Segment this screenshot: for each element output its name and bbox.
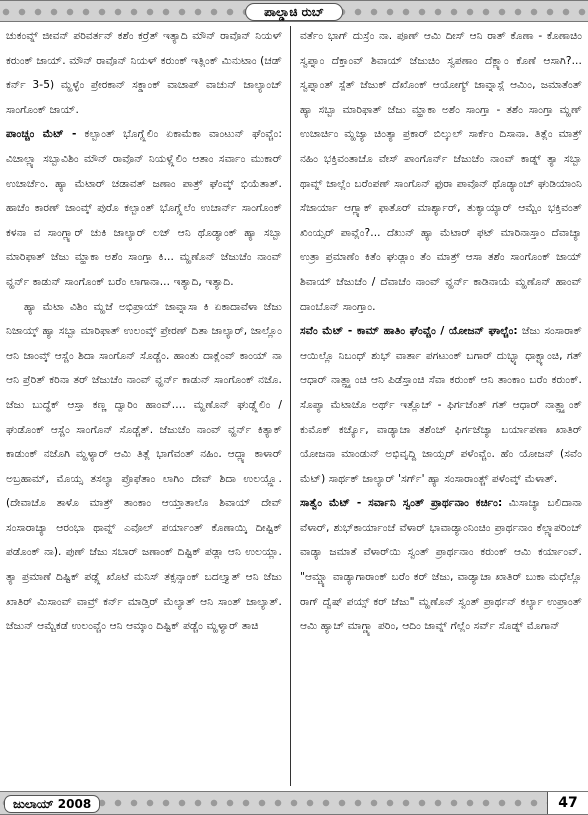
left-column	[6, 24, 282, 788]
step-heading: ಪಾಂಚ್ಚಂ ಮೆಟ್ -	[6, 128, 77, 141]
footer-band	[0, 791, 588, 815]
step-heading: ಸಾತ್ವೆಂ ಮೆಟ್ - ಸರ್ವಾನಿ ಸ್ವಂತ್ ಪ್ರಾರ್ಥನಾಂ ಕರ್ಚಿಂ:	[300, 497, 503, 510]
header-title: ಪಾಲ್ಡಾಚಿ ರುಬ್	[245, 3, 343, 21]
paragraph-text: ಮಿಸಾಚ್ಯಾ ಬಲಿದಾನಾ ವೆಳಾರ್, ಶುಭ್‌ಕಾರ್ಯಾಂಚೆ ವೆಳಾರ್ ಭಾವಾಡ್ಯಾಂನಿಂಚಿಂ ಪ್ರಾರ್ಥನಾಂ ಕೆಲ್ಲ್ಯಾಪರಿಂಚ್ ವಾಡ್ಯಾ ಜಮಾತೆ ವೆಳಾರ್‌ಯಿ ಸ್ವಂತ್ ಪ್ರಾರ್ಥನಾಂ ಕರುಂಕ್ ಆಮಿ ಕರ್ಯಾಂವ್. "ಆಮ್ಚ್ಯಾ ವಾಡ್ಯಾಗಾರಾಂಕ್ ಬರೆಂ ಕರ್ ಜೆಜು, ವಾಡ್ಯಾಚಾ ಖಾತಿರ್ ಬುಕಾ ಮಧೆಲ್ಲೊ ರಾಗ್ ದ್ವೆಷ್ ಪಯ್ಸ್ ಕರ್ ಜೆಜು" ಮ್ಹಣೊನ್ ಸ್ವಂತ್ ಪ್ರಾರ್ಥನ್ ಕರ್ಲ್ಯಾ ಉಪ್ರಾಂತ್ ಆಮಿ ಹ್ಯಾಚ್ ಮಾಗ್ಣ್ಯಾ ಪರಿಂ, ಆದಿಂ ಜಾವ್ನ್ ಗೆಲ್ಲೆಂ ಸರ್ವ್ ಸೊಡ್ನ್ ಮೊಗಾನ್	[300, 497, 582, 633]
paragraph	[300, 24, 582, 319]
paragraph-text: ಕಲ್ಬಾಂತ್ ಭೊಗ್ಲ್ಲೆಲಿಂ ಏಕಾಮೆಕಾ ವಾಂಟುನ್ ಘೆಂವ್ಚೆಂ: ವಿಚಾಲ್ಲ್ಯಾ ಸಬ್ಬಾವಿಶಿಂ ಮೌನ್ ರಾವೊನ್ ನಿಯಳ್ಲ್ಲೆಲಿಂ ಆತಾಂ ಸರ್ವಾಂ ಮುಕಾರ್ ಉಚಾರ್ಚೆಂ. ಹ್ಯಾ ಮೆಟಾರ್ ಚಡಾವತ್ ಜಣಾಂ ಪಾತ್ರ್ ಘೆಂವ್ಕ್ ಭಿಯೆತಾತ್. ಹಾಚೆಂ ಕಾರಣ್ ಜಾಂವ್ಕ್ ಪುರೊ ಕಲ್ಬಾಂತ್ ಭೊಗ್ಲ್ಲೆಲೆಂ ಉಚಾರ್ನ್ ಸಾಂಗೊಂಕ್ ಕಳನಾ ವ ಸಾಂಗ್ಲ್ಯಾರ್ ಚುಕಿ ಜಾಲ್ಯಾರ್ ಲಜ್ ಆನಿ ಥೊಡ್ಯಾಂಕ್ ಹ್ಯಾ ಸಬ್ಬಾ ಮಾರಿಫಾತ್ ಜೆಜು ಮ್ಹಾಕಾ ಅಶೆಂ ಸಾಂಗ್ತಾ ಕಿ... ಮ್ಹಣೊನ್ ಜೆಜುಚೆಂ ನಾಂವ್ ವ್ಹರ್ನ್ ಕಾಡುನ್ ಸಾಂಗೊಂಕ್ ಬರೆಂ ಲಾಗಾನಾ... ಇತ್ಯಾದಿ, ಇತ್ಯಾದಿ.	[6, 128, 282, 288]
paragraph-text: ವರ್ತೆಂ ಭಾಗ್ ದುಸ್ರೆಂ ನಾ. ಪೂಣ್ ಆಮಿ ದೀಸ್ ಆನಿ ರಾತ್ ಕೊಣಾ - ಕೊಣಾಚಿಂ ಸ್ವಪ್ನಾಂ ದೆಕ್ತಾಂವ್ ಶಿವಾಯ್ ಜೆಜುಚಿಂ ಸ್ವಪಣಾಂ ದೆಕ್ಲ್ಯಾಂ ಕೊಣೆ ಆಸಾಗಿ?... ಸ್ವಪ್ನಾಂತ್ ಸ್ಪೆತ್ ಜೆಜುಕ್ ದೆಖೊಂಕ್ ಆಯೋಗ್ಯ್ ಜಾವ್ನಾಸ್ಲೆ ಆಮಿಂ, ಜಮಾತೆಂತ್ ಹ್ಯಾ ಸಬ್ಬಾ ಮಾರಿಫಾತ್ ಜೆಜು ಮ್ಹಾಕಾ ಅಶೆಂ ಸಾಂಗ್ತಾ - ತಶೆಂ ಸಾಂಗ್ತಾ ಮ್ಹಣ್ ಉಚಾರ್ಚಿಂ ಮ್ಹಜ್ಯಾ ಚಿಂತ್ಯಾ ಪ್ರಕಾರ್ ಬಿಲ್ಕುಲ್ ಸಾರ್ಕೆಂ ದಿಸಾನಾ. ತಿತ್ಲೆಂ ಮಾತ್ರ್ ನಹಿಂ ಭಕ್ತಿವಂತಾಚೊ ವೇಸ್ ಪಾಂಗೊರ್ನ್ ಜೆಜುಚೆಂ ನಾಂವ್ ಕಾಡ್ನ್ ತ್ಯಾ ಸಬ್ಬಾ ಥಾವ್ನ್ ಜಾಲ್ಲೆಂ ಬರೆಂಪಣ್ ಸಾಂಗೊನ್ ಫುರಾ ಪಾವೊನ್ ಥೊಡ್ಯಾಂಚ್ ಘುಡಿಯಾಂನಿ ಸೆಜಾರ್ಯಾ ಆಗ್ಲ್ಯಾಕ್ ಫಾತೊರ್ ಮಾರ್ಶ್ಯಾರ್, ತುಕ್ಯಾಯ್ಯಾರ್ ಆಮ್ಚೆಂ ಭಕ್ತಿವಂತ್ ಖಿಂಯ್ಸರ್ ಪಾವ್ಲೆಂ?... ದೆಖುನ್ ಹ್ಯಾ ಮೆಟಾರ್ ಫಟ್ ಮಾರಿನಾಸ್ತಾಂ ದೆವಾಚ್ಯಾ ಉತ್ರಾ ಪ್ರಮಾಣೆಂ ಕಿತೆಂ ಘುಡ್ಲಾಂ ತೆಂ ಮಾತ್ರ್ ಆಸಾ ತಶೆಂ ಸಾಂಗೊಂಕ್ ಜಾಯ್ ಶಿವಾಯ್ ಜೆಜುಚೆಂ / ದೆವಾಚೆಂ ನಾಂವ್ ವ್ಹರ್ನ್ ಕಾಡಿನಾಯೆ ಮ್ಹಣೊನ್ ಹಾಂವ್ ದಾಂಬೊನ್ ಸಾಂಗ್ತಾಂ.	[300, 30, 582, 313]
paragraph	[6, 295, 282, 639]
column-divider	[290, 26, 291, 786]
page-number: 47	[547, 792, 588, 814]
paragraph-text: ಹ್ಯಾ ಮೆಟಾ ವಿಶಿಂ ಮ್ಹಜೆ ಅಭಿಪ್ರಾಯ್ ಜಾವ್ನಾಸಾ ಕಿ ಏಕಾದಾವೆಳಾ ಜೆಜು ನಿಜಾಯ್ಕ್ ಹ್ಯಾ ಸಬ್ಬಾ ಮಾರಿಫಾತ್ ಉಲಂವ್ಕ್ ಪ್ರೇರಣ್ ದಿತಾ ಜಾಲ್ಯಾರ್, ಜಾಲ್ಲೊಂ ಆನಿ ಜಾಂವ್ಕ್ ಆಸ್ಚೆಂ ಶಿದಾ ಸಾಂಗೊನ್ ಸೊಡ್ಚೆಂ. ಹಾಂತು ದಾಕ್ಲೆಂವ್ ಕಾಂಯ್ ನಾ ಆನಿ ಪ್ರೆರಿತ್ ಕರಿನಾ ತರ್ ಜೆಜುಚೆಂ ನಾಂವ್ ವ್ಹರ್ನ್ ಕಾಡುನ್ ಸಾಂಗೊಂಕ್ ನಜೊ. ಜೆಜು ಬುದ್ಧೆಕ್ ಆಸ್ತಾ ಕಣ್ಣ ದ್ವಾರಿಂ ಹಾಂವ್.... ಮ್ಹಣೊನ್ ಘುಡ್ಲ್ಲೆಲಿಂ / ಘುಡೊಂಕ್ ಆಸ್ಚೆಂ ಸಾಂಗೊನ್ ಸೊಡ್ಚೆತ್. ಜೆಜುಚೆಂ ನಾಂವ್ ವ್ಹರ್ನ್ ಕಿತ್ಯಾಕ್ ಕಾಡುಂಕ್ ನಜೊಗಿ ಮ್ಹಳ್ಯಾರ್ ಆಮಿ ತಿತ್ಲೆ ಭಾಗೆವಂತ್ ನಹಿಂ. ಆದ್ಲ್ಯಾ ಕಾಳಾರ್ ಅಬ್ರಹಾಮ್, ಮೊಯ್ಸ ತಸಲ್ಯಾ ಪ್ರೊಫೆತಾಂ ಲಾಗಿಂ ದೇವ್ ಶಿದಾ ಉಲಯ್ಲ್ಲೊ. (ದೇವಾಚೊ ತಾಳೊ ಮಾತ್ರ್ ತಾಂಕಾಂ ಆಯ್ತಾತಾಲೊ ಶಿವಾಯ್ ದೇವ್ ಸಂಸಾರಾಚ್ಯಾ ಆರಂಭಾ ಥಾವ್ನ್ ಎವೊಲ್ ಪರ್ಯಾಂತ್ ಕೊಣಾಯ್ಕಿ ದೀಷ್ಟಿಕ್ ಪಡೊಂಕ್ ನಾ). ಪುಣ್ ಜೆಜು ಸಬಾರ್ ಜಣಾಂಕ್ ದಿಷ್ಟಿಕ್ ಪಡ್ಲಾ ಆನಿ ಉಲಯ್ಲಾ. ತ್ಯಾ ಪ್ರಮಾಣೆ ದಿಷ್ಟಿಕ್ ಪಡ್ಲ್ಲೆ ಖೊಟೆ ಮನಿಸ್ ತಕ್ಸನ್ಸಾಂಕ್ ಬದಲ್ತ್ಯಾತ್ ಆನಿ ಜೆಜು ಖಾತಿರ್ ಮಿಸಾಂವ್ ವಾವ್ರ್ ಕರ್ನ್ ಮಾಡ್ತಿರ್ ಮೆಲ್ಯಾತ್ ಆನಿ ಸಾಂತ್ ಜಾಲ್ಯಾತ್. ಜೆಜುನ್ ಆಮ್ಚೆಕಡೆ ಉಲಂವ್ಚೆಂ ಆನಿ ಆಮ್ಕಾಂ ದಿಷ್ಟಿಕ್ ಪಡ್ಚೆಂ ಮ್ಹಳ್ಯಾರ್ ತಾಚಿ	[6, 300, 282, 633]
header-band	[0, 0, 588, 22]
paragraph-text: ಜೆಜು ಸಂಸಾರಾಕ್ ಆಯಿಲ್ಲೊ ನಿಬಂಧ್ ಶುಭ್ ವಾರ್ತಾ ಪಗಟುಂಕ್ ಬಗಾರ್ ದುಬ್ಳ್ಯಾ ಧಾಕ್ಟ್ಯಾಂಚಿ, ಗತ್ ಆಧಾರ್ ನಾತ್ಲ್ಲ್ಯಾಂಚಿ ಆನಿ ಪಿಡೆಸ್ತಾಂಚಿ ಸೆವಾ ಕರುಂಕ್ ಆನಿ ತಾಂಕಾಂ ಬರೆಂ ಕರುಂಕ್. ಸೊಪ್ಯಾ ಮೆಟಾಚೊ ಅರ್ಥ್ ಇತ್ಲೊಚ್ - ಫಿರ್ಗಜೆಂತ್ ಗತ್ ಆಧಾರ್ ನಾತ್ಲ್ಲ್ಯಾಂಕ್ ಕುಮೊಕ್ ಕರ್ಚ್ಯೊ, ವಾಡ್ಯಾಚಾ ತಶೆಂಚ್ ಫಿರ್ಗಜೆಚ್ಯಾ ಬರ್ಯಾಪಣಾ ಖಾತಿರ್ ಯೋಜನಾ ಮಾಂಡುನ್ ಅಭಿವೃದ್ದಿ ಜಾಯ್ಸರ್ ಪಳೆಂವ್ಚೆಂ. ಹೆಂ ಯೋಜನ್ (ಸವೆಂ ಮೆಟ್) ಸಾರ್ಥಕ್ ಜಾಲ್ಯಾರ್ 'ಸರ್ಗ್' ಹ್ಯಾ ಸಂಸಾರಾಂತ್ಚ್ ಪಳೆಂವ್ಕ್ ಮೆಳಾತ್.	[300, 325, 582, 485]
step-heading: ಸವೆಂ ಮೆಟ್ - ಕಾಮ್ ಹಾತಿಂ ಘೆಂವ್ಚೆಂ / ಯೋಜನ್ ಘಾಲ್ಚೆಂ:	[300, 325, 518, 338]
paragraph	[6, 122, 282, 294]
paragraph	[300, 491, 582, 639]
paragraph	[6, 24, 282, 122]
right-column	[300, 24, 582, 788]
paragraph-text: ಚುಕಂವ್ನ್ ಜೀವನ್ ಪರಿವರ್ತನ್ ಕಶೆಂ ಕರ್ರೆತ್ ಇತ್ಯಾದಿ ಮೌನ್ ರಾವೊನ್ ನಿಯಳ್ ಕರುಂಕ್ ಜಾಯ್. ಮೌನ್ ರಾವೊನ್ ನಿಯಳ್ ಕರುಂಕ್ ಇತ್ಲಿಂಕ್ ಮಿನುಟಾಂ (ಚಡ್ ಕರ್ನ್ 3-5) ಮ್ಹಳ್ಳೆಂ ಪ್ರೇರಕಾನ್ ಸಕ್ಡಾಂಕ್ ವಾಚಾಪ್ ವಾಚುನ್ ಜಾಲ್ಯಾಂಚ್ ಸಾಂಗೊಂಕ್ ಜಾಯ್.	[6, 30, 282, 116]
paragraph	[300, 319, 582, 491]
footer-issue-date: ಜುಲಾಯ್ 2008	[4, 795, 100, 813]
